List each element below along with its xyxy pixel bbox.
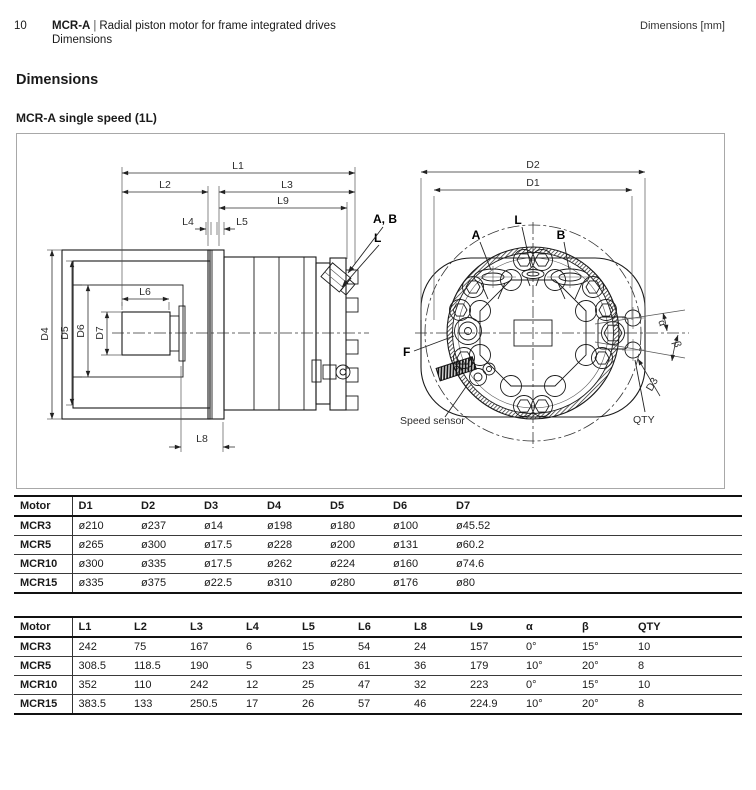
table-cell: MCR3 [14,637,72,657]
table-cell: ø280 [324,574,387,594]
column-header: L4 [240,617,296,637]
dim-label-l6: L6 [139,286,151,298]
table-cell: 15 [302,641,315,653]
dim-label-d1: D1 [526,177,540,189]
table-cell: ø224 [324,555,387,574]
table-cell: ø176 [387,574,450,594]
table-row [14,536,742,555]
table-cell: MCR10 [14,555,72,574]
dim-label-l2: L2 [159,179,171,191]
table-cell: ø22.5 [198,574,261,594]
table-cell: ø310 [261,574,324,594]
table-cell: ø80 [450,574,742,594]
port-label-l-side: L [374,231,382,245]
table-cell: ø45.52 [456,520,491,532]
table-cell: 20° [576,695,632,715]
table-cell: 352 [72,676,128,695]
figure-title: MCR-A single speed (1L) [16,111,157,125]
table-cell: 15° [576,676,632,695]
table-cell: MCR5 [14,536,72,555]
table-cell: ø210 [78,520,104,532]
product-subtitle: Radial piston motor for frame integrated drives [99,20,336,32]
port-label-l-front: L [514,213,522,227]
table-cell: 20° [576,657,632,676]
column-header: L1 [72,617,128,637]
table-cell: 25 [296,676,352,695]
length-table [14,616,742,715]
table-cell: ø300 [72,555,135,574]
table-cell: MCR15 [14,574,72,594]
table-cell: ø160 [387,555,450,574]
units-note: Dimensions [mm] [640,20,725,32]
table-cell: ø60.2 [450,536,742,555]
table-cell: ø100 [393,520,419,532]
table-cell: 46 [408,695,464,715]
product-name: MCR-A [52,20,91,32]
table-cell: 8 [632,695,742,715]
column-header: Motor [14,496,72,516]
column-header: L3 [184,617,240,637]
table-cell: 242 [78,641,97,653]
table-cell: 54 [358,641,371,653]
port-label-f: F [403,345,411,359]
table-cell: 12 [240,676,296,695]
table-cell: 308.5 [72,657,128,676]
table-cell: 36 [408,657,464,676]
spline-shaft [122,312,170,355]
dim-label-d5: D5 [59,326,71,340]
table-cell: 133 [128,695,184,715]
table-cell: ø17.5 [198,555,261,574]
header-separator: | [93,20,97,32]
table-cell: ø14 [204,520,223,532]
table-cell: 47 [352,676,408,695]
column-header: D2 [135,496,198,516]
table-cell: 8 [632,657,742,676]
dim-label-d7: D7 [94,326,106,340]
leader-l [342,245,379,287]
table-cell: 57 [352,695,408,715]
table-cell: 32 [408,676,464,695]
table-row [14,516,742,536]
table-cell: ø74.6 [450,555,742,574]
leader-speed-sensor [445,381,470,417]
dim-label-beta: β [670,339,684,349]
drain-fitting [312,360,350,382]
table-cell: 250.5 [184,695,240,715]
side-view-dimensions [52,173,355,447]
port-label-b: B [556,228,566,242]
speed-sensor-label: Speed sensor [400,415,465,427]
column-header: L2 [128,617,184,637]
header-row [14,496,742,516]
column-header: D4 [261,496,324,516]
table-cell: 75 [134,641,147,653]
table-row [14,574,742,594]
side-view [39,160,397,452]
dim-label-d3: D3 [643,375,661,394]
dim-label-d2: D2 [526,159,540,171]
dim-label-l4: L4 [182,216,194,228]
dim-label-l3: L3 [281,179,293,191]
table-cell: ø335 [135,555,198,574]
table-cell: 179 [464,657,520,676]
technical-drawing [17,134,724,488]
table-cell: 110 [128,676,184,695]
table-cell: 190 [184,657,240,676]
front-view [400,159,689,448]
table-cell: MCR10 [14,676,72,695]
table-cell: 6 [246,641,253,653]
table-row [14,676,742,695]
table-cell: 223 [464,676,520,695]
table-cell: ø375 [135,574,198,594]
column-header: L5 [296,617,352,637]
running-header-line2: Dimensions [52,34,113,46]
qty-label: QTY [633,414,655,426]
table-cell: 383.5 [72,695,128,715]
table-cell: ø198 [267,520,293,532]
dim-label-d4: D4 [39,327,51,341]
header-row [14,617,742,637]
table-cell: MCR5 [14,657,72,676]
column-header: L8 [408,617,464,637]
table-cell: 167 [190,641,209,653]
page-number: 10 [14,20,27,32]
table-cell: ø300 [135,536,198,555]
port-fitting [321,263,356,297]
drawing-frame [16,133,725,489]
table-cell: ø200 [324,536,387,555]
column-header: QTY [632,617,742,637]
section-title: Dimensions [16,72,99,88]
table-cell: 10° [520,695,576,715]
side-view-outline [62,250,369,419]
table-cell: 0° [526,641,537,653]
port-f [455,318,482,345]
leader-ab [348,227,383,273]
table-cell: MCR3 [14,516,72,536]
port-label-a: A [471,228,481,242]
dim-label-l9: L9 [277,195,289,207]
column-header: D5 [324,496,387,516]
table-cell: 15° [582,641,599,653]
table-cell: 224.9 [464,695,520,715]
diameter-table [14,495,742,594]
column-header: D3 [198,496,261,516]
column-header: D1 [72,496,135,516]
column-header: D6 [387,496,450,516]
table-cell: ø265 [72,536,135,555]
table-cell: ø180 [330,520,356,532]
table-cell: 242 [184,676,240,695]
dim-label-alpha: α [655,318,669,328]
table-cell: 10 [638,641,651,653]
table-cell: 17 [240,695,296,715]
table-cell: 26 [296,695,352,715]
table-cell: 0° [520,676,576,695]
table-cell: 118.5 [128,657,184,676]
table-cell: ø335 [72,574,135,594]
table-row [14,637,742,657]
dim-label-l1: L1 [232,160,244,172]
side-view-extension-lines [47,167,355,452]
dim-label-d6: D6 [75,324,87,338]
table-cell: ø131 [387,536,450,555]
column-header: D7 [450,496,742,516]
table-cell: 24 [414,641,427,653]
table-cell: ø262 [261,555,324,574]
table-row [14,695,742,715]
table-cell: ø237 [141,520,167,532]
column-header: Motor [14,617,72,637]
table-cell: 10° [520,657,576,676]
port-label-ab: A, B [373,212,397,226]
dim-label-l5: L5 [236,216,248,228]
table-row [14,555,742,574]
table-row [14,657,742,676]
column-header: α [520,617,576,637]
table-cell: ø17.5 [198,536,261,555]
column-header: β [576,617,632,637]
column-header: L6 [352,617,408,637]
table-cell: 5 [240,657,296,676]
dim-label-l8: L8 [196,433,208,445]
table-cell: ø228 [261,536,324,555]
table-cell: 61 [352,657,408,676]
table-cell: MCR15 [14,695,72,715]
table-cell: 10 [632,676,742,695]
column-header: L9 [464,617,520,637]
table-cell: 23 [296,657,352,676]
table-cell: 157 [470,641,489,653]
